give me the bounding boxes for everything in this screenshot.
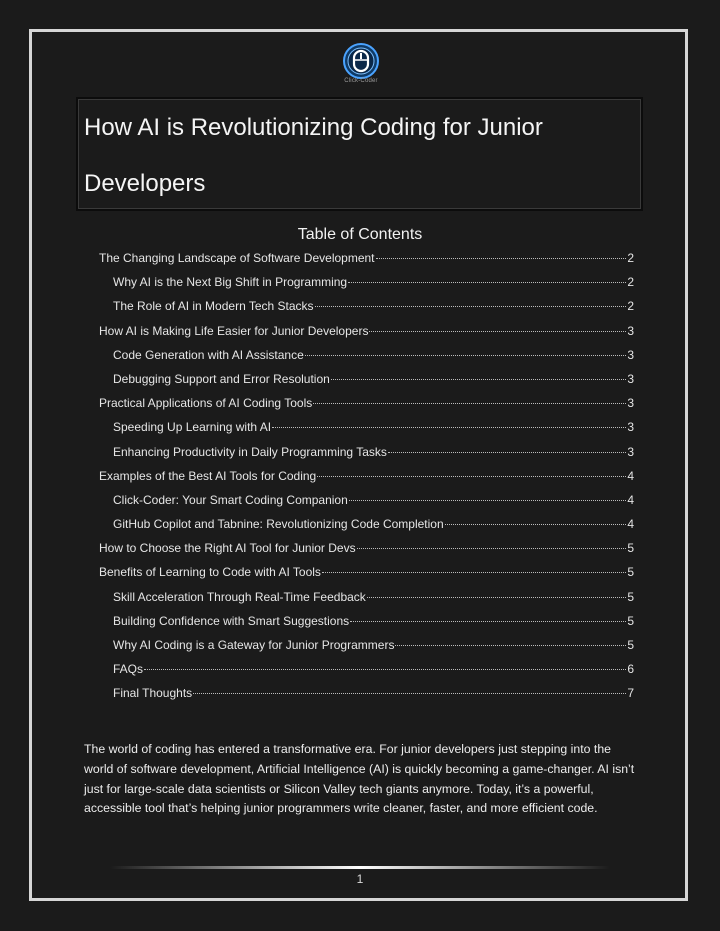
toc-entry-page: 2: [627, 275, 634, 290]
toc-entry[interactable]: [99, 514, 634, 538]
toc-entry[interactable]: [99, 442, 634, 466]
toc-entry-label: Benefits of Learning to Code with AI Tools: [99, 565, 321, 580]
toc-entry-label: Code Generation with AI Assistance: [113, 347, 304, 362]
page-number: 1: [356, 872, 364, 886]
toc-entry[interactable]: [99, 296, 634, 320]
toc-entry-label: FAQs: [113, 662, 144, 677]
toc-entry-label: How AI is Making Life Easier for Junior Developers: [99, 323, 369, 338]
toc-entry-page: 2: [627, 299, 634, 314]
toc-dot-leader: [395, 645, 626, 646]
toc-dot-leader: [313, 403, 626, 404]
toc-entry-page: 4: [627, 468, 634, 483]
intro-paragraph: The world of coding has entered a transformative era. For junior developers just stepping into the world of software development, Artificial Intelligence (AI) is quickly becoming a game-changer. AI isn’t just for large-scale data scientists or Silicon Valley tech giants anymore. Today, it’s a powerful, accessible tool that’s helping junior programmers write cleaner, faster, and more efficient code.: [84, 742, 635, 816]
toc-dot-leader: [357, 548, 627, 549]
toc-entry-page: 5: [627, 565, 634, 580]
toc-entry[interactable]: [99, 248, 634, 272]
toc-dot-leader: [305, 355, 627, 356]
toc-entry-page: 5: [627, 589, 634, 604]
toc-entry[interactable]: [99, 417, 634, 441]
toc-entry-label: GitHub Copilot and Tabnine: Revolutionizing Code Completion: [113, 517, 444, 532]
toc-entry-label: Practical Applications of AI Coding Tools: [99, 396, 313, 411]
toc-dot-leader: [317, 476, 626, 477]
table-of-contents: [99, 248, 634, 708]
logo-wordmark: Click-Coder: [344, 78, 378, 84]
toc-entry-label: Enhancing Productivity in Daily Programming Tasks: [113, 444, 387, 459]
toc-entry[interactable]: [99, 611, 634, 635]
toc-entry[interactable]: [99, 345, 634, 369]
toc-entry-page: 5: [627, 638, 634, 652]
toc-entry-page: 2: [627, 251, 634, 265]
toc-entry-label: The Changing Landscape of Software Development: [99, 251, 375, 265]
toc-entry[interactable]: [99, 490, 634, 514]
toc-entry-label: Click-Coder: Your Smart Coding Companion: [113, 492, 348, 507]
toc-entry-label: Why AI is the Next Big Shift in Programming: [113, 275, 348, 290]
toc-entry[interactable]: [99, 659, 634, 683]
toc-entry-page: 3: [627, 420, 634, 435]
toc-entry-page: 6: [627, 662, 634, 677]
toc-entry-label: Examples of the Best AI Tools for Coding: [99, 468, 317, 483]
toc-entry-page: 3: [627, 347, 634, 362]
document-title: How AI is Revolutionizing Coding for Junior Developers: [84, 114, 543, 197]
toc-dot-leader: [388, 452, 626, 453]
toc-entry-page: 3: [627, 396, 634, 411]
toc-dot-leader: [144, 669, 626, 670]
toc-entry-label: The Role of AI in Modern Tech Stacks: [113, 299, 314, 314]
toc-entry[interactable]: [99, 587, 634, 611]
toc-entry-page: 5: [627, 613, 634, 628]
toc-entry[interactable]: [99, 321, 634, 345]
toc-heading: Table of Contents: [297, 226, 423, 243]
toc-entry[interactable]: [99, 635, 634, 659]
toc-dot-leader: [348, 282, 626, 283]
toc-entry-label: Why AI Coding is a Gateway for Junior Programmers: [113, 638, 395, 652]
toc-entry-page: 4: [627, 492, 634, 507]
toc-entry-page: 3: [627, 444, 634, 459]
toc-dot-leader: [331, 379, 627, 380]
toc-dot-leader: [349, 500, 627, 501]
toc-dot-leader: [445, 524, 627, 525]
toc-entry[interactable]: [99, 562, 634, 586]
toc-entry[interactable]: [99, 272, 634, 296]
toc-dot-leader: [322, 572, 626, 573]
toc-dot-leader: [315, 306, 627, 307]
footer-divider: [110, 866, 610, 869]
toc-dot-leader: [369, 331, 626, 332]
toc-entry[interactable]: [99, 369, 634, 393]
toc-entry-page: 5: [627, 541, 634, 556]
toc-entry[interactable]: [99, 466, 634, 490]
toc-entry-label: Final Thoughts: [113, 686, 193, 701]
toc-entry-page: 7: [627, 686, 634, 701]
toc-dot-leader: [350, 621, 626, 622]
toc-entry[interactable]: [99, 538, 634, 562]
toc-entry-label: Speeding Up Learning with AI: [113, 420, 272, 435]
toc-entry[interactable]: [99, 683, 634, 707]
toc-dot-leader: [193, 693, 626, 694]
toc-entry-label: Skill Acceleration Through Real-Time Feedback: [113, 589, 366, 604]
toc-entry[interactable]: [99, 393, 634, 417]
toc-entry-label: Building Confidence with Smart Suggestions: [113, 613, 350, 628]
toc-dot-leader: [272, 427, 626, 428]
toc-dot-leader: [376, 258, 627, 259]
toc-entry-label: Debugging Support and Error Resolution: [113, 371, 330, 386]
toc-entry-page: 3: [627, 371, 634, 386]
toc-entry-page: 3: [627, 323, 634, 338]
toc-dot-leader: [367, 597, 627, 598]
toc-entry-page: 4: [627, 517, 634, 532]
toc-entry-label: How to Choose the Right AI Tool for Junior Devs: [99, 541, 356, 556]
